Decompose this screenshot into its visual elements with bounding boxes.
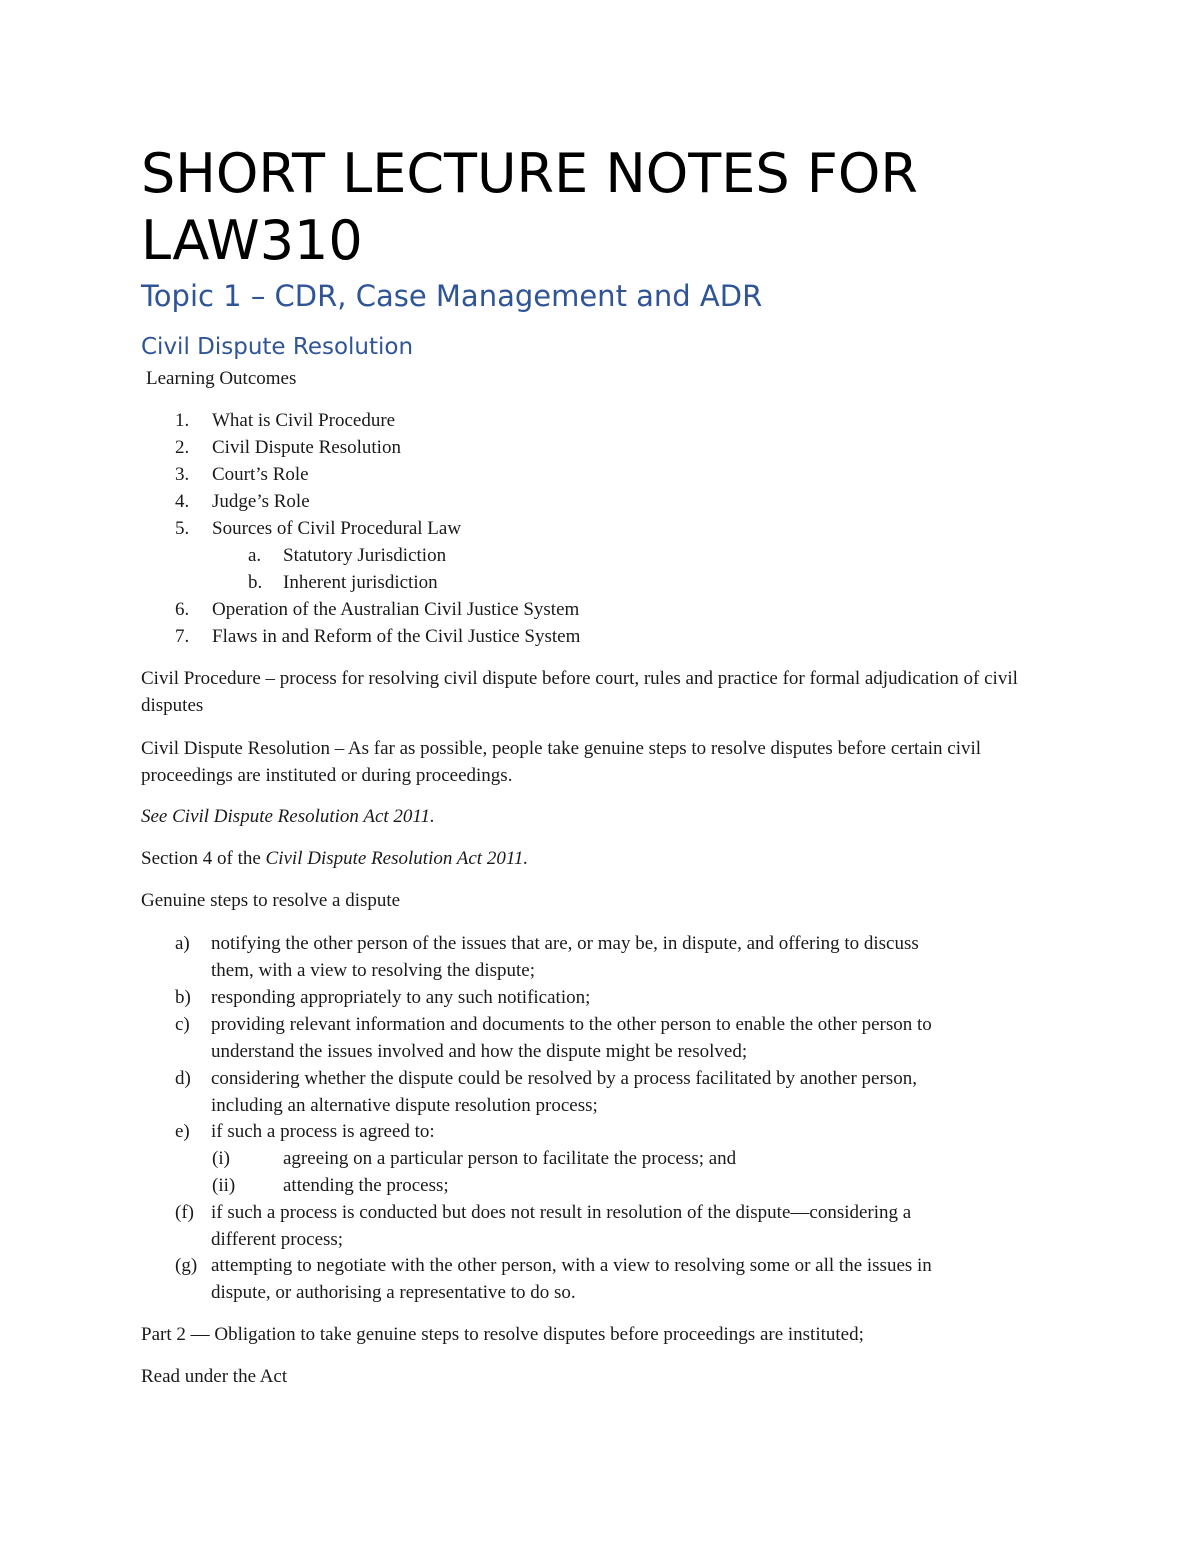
list-item-text: Inherent jurisdiction [283,572,438,593]
list-item-text: including an alternative dispute resolution process; [211,1095,598,1116]
list-item-text: if such a process is conducted but does not result in resolution of the dispute—considering a [211,1202,912,1223]
cdr-definition: Civil Dispute Resolution – As far as possible, people take genuine steps to resolve disputes before certain civil proceedings are instituted or during proceedings. [141,738,982,786]
section-4-reference [141,845,1071,872]
civil-procedure-definition: Civil Procedure – process for resolving civil dispute before court, rules and practice for formal adjudication of civil disputes [141,668,1018,716]
list-item-text: if such a process is agreed to: [211,1121,435,1142]
list-item-text: different process; [211,1229,344,1250]
list-item-text: agreeing on a particular person to facilitate the process; and [283,1148,737,1169]
list-item-number: (i) [212,1148,230,1169]
read-under-act: Read under the Act [141,1366,288,1387]
part-2-obligation: Part 2 — Obligation to take genuine steps to resolve disputes before proceedings are instituted; [141,1324,864,1345]
list-item-text: providing relevant information and documents to the other person to enable the other person to [211,1014,932,1035]
list-item-number: a. [248,545,262,566]
list-item-number: 7. [175,626,190,647]
list-item-number: (f) [175,1202,194,1223]
list-item-number: d) [175,1068,191,1089]
list-item-number: 4. [175,491,190,512]
list-item-number: (g) [175,1255,198,1276]
list-item-text: considering whether the dispute could be resolved by a process facilitated by another person, [211,1068,917,1089]
list-item-number: b. [248,572,263,593]
list-item-text: Court’s Role [212,464,309,485]
list-item-text: Judge’s Role [212,491,310,512]
list-item-number: (ii) [212,1175,236,1196]
page-title: SHORT LECTURE NOTES FOR LAW310 [141,142,918,272]
list-item-text: them, with a view to resolving the dispute; [211,960,536,981]
section-4-prefix: Section 4 of the [141,848,266,869]
list-item-number: 3. [175,464,190,485]
list-item-number: e) [175,1121,190,1142]
list-item-number: 6. [175,599,190,620]
list-item-text: Flaws in and Reform of the Civil Justice System [212,626,581,647]
list-item-number: 2. [175,437,190,458]
learning-outcomes-label: Learning Outcomes [146,368,297,389]
list-item-text: notifying the other person of the issues that are, or may be, in dispute, and offering to discuss [211,933,919,954]
list-item-text: attempting to negotiate with the other person, with a view to resolving some or all the issues in [211,1255,932,1276]
list-item-text: responding appropriately to any such notification; [211,987,591,1008]
list-item-text: understand the issues involved and how the dispute might be resolved; [211,1041,748,1062]
list-item-number: 5. [175,518,190,539]
list-item-text: Statutory Jurisdiction [283,545,447,566]
see-act-text: See Civil Dispute Resolution Act 2011. [141,806,435,827]
section-4-act-title: Civil Dispute Resolution Act 2011. [265,848,529,869]
list-item-text: dispute, or authorising a representative to do so. [211,1282,576,1303]
list-item-number: 1. [175,410,190,431]
list-item-text: attending the process; [283,1175,449,1196]
list-item-text: Civil Dispute Resolution [212,437,401,458]
list-item-number: b) [175,987,191,1008]
list-item-number: c) [175,1014,190,1035]
list-item-text: What is Civil Procedure [212,410,396,431]
list-item-text: Sources of Civil Procedural Law [212,518,462,539]
list-item-text: Operation of the Australian Civil Justice System [212,599,580,620]
section-heading: Civil Dispute Resolution [141,334,414,360]
genuine-steps-label: Genuine steps to resolve a dispute [141,890,401,911]
topic-heading: Topic 1 – CDR, Case Management and ADR [141,279,763,313]
see-act-note [141,803,1071,830]
list-item-number: a) [175,933,190,954]
